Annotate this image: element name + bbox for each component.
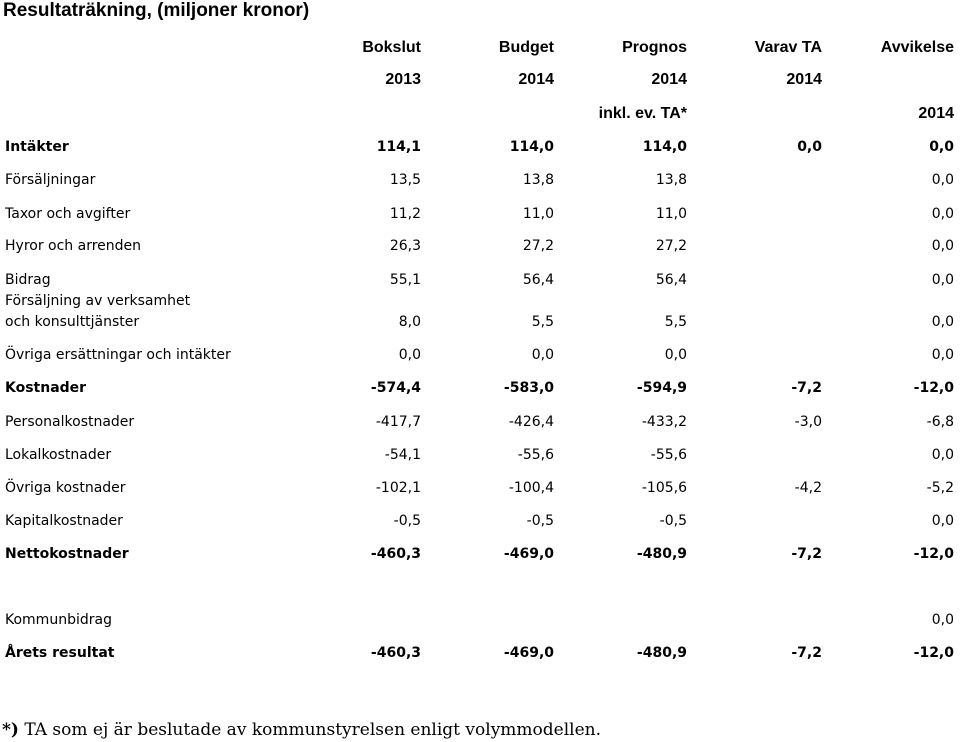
cell-budget: 56,4 — [522, 272, 554, 288]
cell-avvikelse: -12,0 — [913, 645, 954, 661]
cell-budget: 11,0 — [522, 206, 554, 222]
col-header-budget: Budget — [498, 39, 554, 56]
cell-prognos: -480,9 — [636, 546, 687, 562]
col-header-avvikelse: Avvikelse — [880, 39, 954, 56]
cell-prognos: -433,2 — [641, 414, 687, 430]
cell-avvikelse: 0,0 — [931, 612, 954, 628]
cell-budget: -55,6 — [517, 447, 554, 463]
cell-budget: -469,0 — [503, 645, 554, 661]
cell-budget: -426,4 — [508, 414, 554, 430]
cell-varav-ta: -7,2 — [791, 645, 822, 661]
cell-prognos: 13,8 — [655, 172, 687, 188]
cell-prognos: 114,0 — [642, 139, 687, 155]
row-label: Övriga kostnader — [5, 480, 126, 496]
footnote — [2, 719, 601, 741]
col-year-budget: 2014 — [518, 71, 554, 88]
cell-avvikelse: -5,2 — [926, 480, 954, 496]
cell-avvikelse: 0,0 — [931, 314, 954, 330]
table-row — [0, 292, 960, 332]
cell-budget: -100,4 — [508, 480, 554, 496]
cell-avvikelse: 0,0 — [931, 513, 954, 529]
cell-bokslut: -102,1 — [375, 480, 421, 496]
row-label: Nettokostnader — [5, 546, 129, 562]
row-label: Taxor och avgifter — [5, 206, 131, 222]
cell-avvikelse: -12,0 — [913, 380, 954, 396]
col-header-varav-ta: Varav TA — [754, 39, 822, 56]
col-year-avvikelse: 2014 — [918, 105, 954, 122]
table-row — [0, 445, 960, 465]
cell-prognos: 5,5 — [664, 314, 687, 330]
footnote-text: TA som ej är beslutade av kommunstyrelsen enligt volymmodellen. — [18, 720, 602, 740]
cell-prognos: -105,6 — [641, 480, 687, 496]
cell-bokslut: 13,5 — [389, 172, 421, 188]
table-row — [0, 610, 960, 630]
cell-varav-ta: 0,0 — [797, 139, 822, 155]
cell-budget: 114,0 — [509, 139, 554, 155]
cell-avvikelse: 0,0 — [931, 172, 954, 188]
table-row — [0, 270, 960, 290]
cell-bokslut: 11,2 — [389, 206, 421, 222]
table-row — [0, 412, 960, 432]
col-header-prognos: Prognos — [622, 39, 687, 56]
cell-avvikelse: 0,0 — [931, 447, 954, 463]
cell-bokslut: 55,1 — [389, 272, 421, 288]
cell-varav-ta: -4,2 — [794, 480, 822, 496]
table-row — [0, 544, 960, 564]
row-label: Kapitalkostnader — [5, 513, 123, 529]
cell-prognos: 27,2 — [655, 238, 687, 254]
table-row — [0, 511, 960, 531]
table-row — [0, 345, 960, 365]
col-year-prognos: 2014 — [651, 71, 687, 88]
row-label: Bidrag — [5, 272, 51, 288]
cell-budget: -583,0 — [503, 380, 554, 396]
cell-avvikelse: -12,0 — [913, 546, 954, 562]
col-header-bokslut: Bokslut — [362, 39, 421, 56]
cell-bokslut: 114,1 — [376, 139, 421, 155]
row-label: Hyror och arrenden — [5, 238, 142, 254]
row-label-line2: och konsulttjänster — [5, 314, 140, 330]
cell-varav-ta: -3,0 — [794, 414, 822, 430]
cell-prognos: 0,0 — [664, 347, 687, 363]
row-label: Årets resultat — [5, 645, 115, 661]
cell-budget: 0,0 — [531, 347, 554, 363]
row-label: Kommunbidrag — [5, 612, 112, 628]
cell-avvikelse: 0,0 — [931, 272, 954, 288]
row-label: Intäkter — [5, 139, 69, 155]
row-label: Övriga ersättningar och intäkter — [5, 347, 231, 363]
cell-avvikelse: 0,0 — [931, 347, 954, 363]
cell-prognos: 56,4 — [655, 272, 687, 288]
cell-bokslut: -460,3 — [370, 645, 421, 661]
row-label: Försäljningar — [5, 172, 96, 188]
cell-budget: 5,5 — [531, 314, 554, 330]
cell-prognos: -594,9 — [636, 380, 687, 396]
cell-prognos: 11,0 — [655, 206, 687, 222]
cell-bokslut: 0,0 — [398, 347, 421, 363]
row-label: Försäljning av verksamhet — [5, 293, 191, 309]
cell-prognos: -0,5 — [659, 513, 687, 529]
cell-varav-ta: -7,2 — [791, 546, 822, 562]
row-label: Personalkostnader — [5, 414, 135, 430]
cell-budget: 27,2 — [522, 238, 554, 254]
row-label: Lokalkostnader — [5, 447, 112, 463]
cell-avvikelse: 0,0 — [931, 238, 954, 254]
cell-bokslut: -54,1 — [384, 447, 421, 463]
col-year-varav-ta: 2014 — [786, 71, 822, 88]
table-row — [0, 137, 960, 157]
table-row — [0, 170, 960, 190]
cell-budget: -0,5 — [526, 513, 554, 529]
cell-budget: 13,8 — [522, 172, 554, 188]
table-row — [0, 478, 960, 498]
col-year-bokslut: 2013 — [385, 71, 421, 88]
col-note-prognos: inkl. ev. TA* — [598, 105, 687, 122]
cell-bokslut: -0,5 — [393, 513, 421, 529]
cell-bokslut: -574,4 — [370, 380, 421, 396]
cell-avvikelse: 0,0 — [929, 139, 954, 155]
cell-prognos: -480,9 — [636, 645, 687, 661]
cell-budget: -469,0 — [503, 546, 554, 562]
footnote-marker: *) — [2, 720, 19, 740]
table-row — [0, 236, 960, 256]
cell-prognos: -55,6 — [650, 447, 687, 463]
cell-bokslut: 8,0 — [398, 314, 421, 330]
table-row — [0, 643, 960, 663]
cell-avvikelse: 0,0 — [931, 206, 954, 222]
cell-bokslut: 26,3 — [389, 238, 421, 254]
cell-bokslut: -460,3 — [370, 546, 421, 562]
cell-bokslut: -417,7 — [375, 414, 421, 430]
table-row — [0, 378, 960, 398]
cell-avvikelse: -6,8 — [926, 414, 954, 430]
page-title: Resultaträkning, (miljoner kronor) — [3, 0, 310, 21]
table-row — [0, 204, 960, 224]
cell-varav-ta: -7,2 — [791, 380, 822, 396]
row-label: Kostnader — [5, 380, 87, 396]
